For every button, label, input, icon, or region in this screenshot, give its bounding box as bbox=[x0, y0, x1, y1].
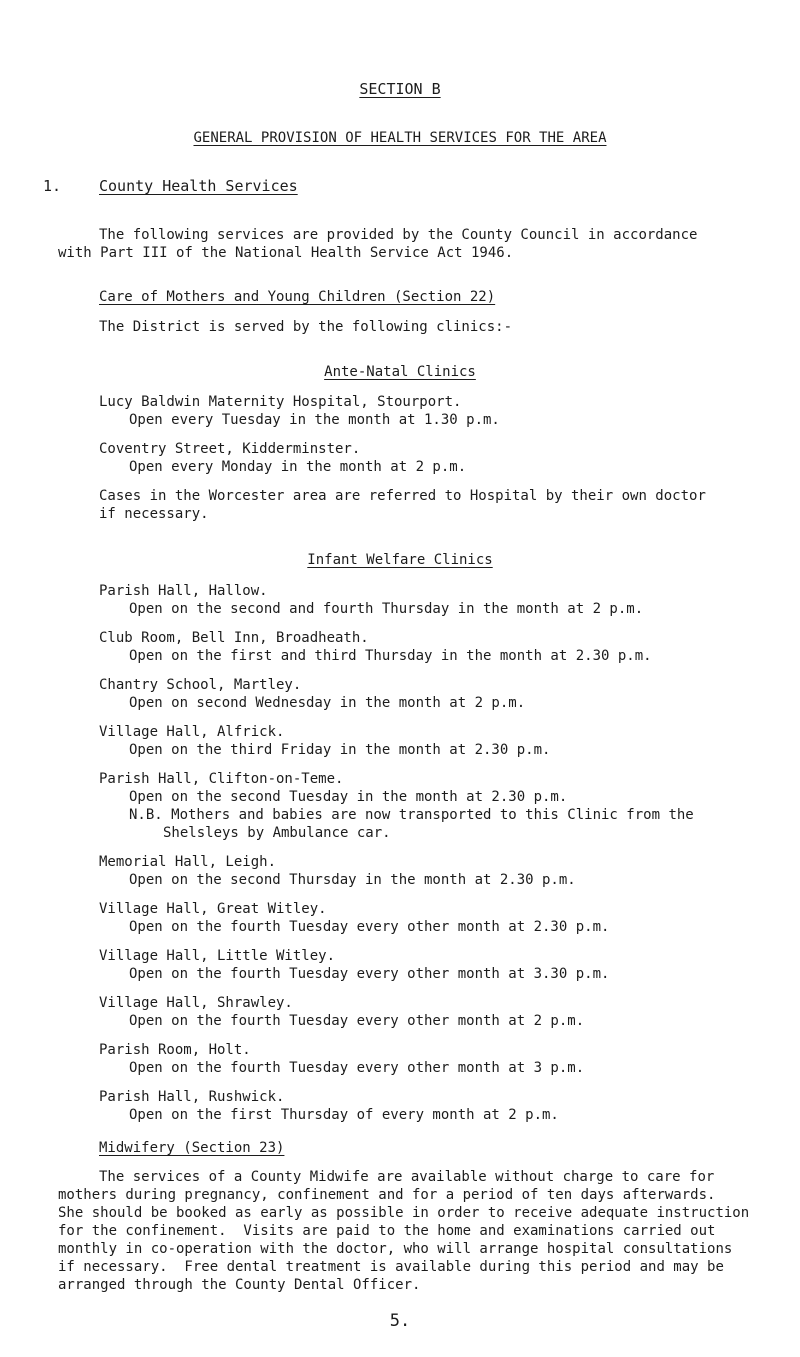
infant-place: Village Hall, Shrawley. bbox=[99, 995, 293, 1011]
item-heading: County Health Services bbox=[99, 177, 298, 195]
care-heading: Care of Mothers and Young Children (Section 22) bbox=[99, 289, 496, 305]
infant-place: Village Hall, Little Witley. bbox=[99, 948, 336, 964]
infant-heading: Infant Welfare Clinics bbox=[307, 552, 493, 568]
infant-times: Open on the second Thursday in the month at 2.30 p.m. bbox=[129, 872, 576, 888]
midwifery-line: monthly in co-operation with the doctor, who will arrange hospital consultations bbox=[58, 1241, 733, 1257]
antenatal-heading: Ante-Natal Clinics bbox=[324, 364, 476, 380]
worcester-note: if necessary. bbox=[99, 506, 209, 522]
infant-place: Parish Room, Holt. bbox=[99, 1042, 251, 1058]
antenatal-place: Lucy Baldwin Maternity Hospital, Stourport. bbox=[99, 394, 462, 410]
nb-note: N.B. Mothers and babies are now transported to this Clinic from the bbox=[129, 807, 694, 823]
midwifery-line: if necessary. Free dental treatment is available during this period and may be bbox=[58, 1259, 724, 1275]
infant-times: Open on the second and fourth Thursday in the month at 2 p.m. bbox=[129, 601, 644, 617]
infant-place: Parish Hall, Hallow. bbox=[99, 583, 268, 599]
worcester-note: Cases in the Worcester area are referred to Hospital by their own doctor bbox=[99, 488, 706, 504]
infant-place: Chantry School, Martley. bbox=[99, 677, 302, 693]
section-title: SECTION B bbox=[359, 80, 441, 98]
antenatal-place: Coventry Street, Kidderminster. bbox=[99, 441, 361, 457]
antenatal-times: Open every Monday in the month at 2 p.m. bbox=[129, 459, 467, 475]
midwifery-heading: Midwifery (Section 23) bbox=[99, 1140, 285, 1156]
intro-line-2: with Part III of the National Health Service Act 1946. bbox=[58, 245, 514, 261]
midwifery-line: She should be booked as early as possible in order to receive adequate instruction bbox=[58, 1205, 750, 1221]
infant-times: Open on the first Thursday of every month at 2 p.m. bbox=[129, 1107, 559, 1123]
infant-place: Village Hall, Alfrick. bbox=[99, 724, 285, 740]
intro-line-1: The following services are provided by the County Council in accordance bbox=[99, 227, 698, 243]
infant-place: Club Room, Bell Inn, Broadheath. bbox=[99, 630, 369, 646]
midwifery-line: arranged through the County Dental Officer. bbox=[58, 1277, 421, 1293]
midwifery-line: for the confinement. Visits are paid to the home and examinations carried out bbox=[58, 1223, 716, 1239]
infant-times: Open on the fourth Tuesday every other month at 3 p.m. bbox=[129, 1060, 585, 1076]
main-heading: GENERAL PROVISION OF HEALTH SERVICES FOR THE AREA bbox=[193, 130, 607, 146]
infant-times: Open on the first and third Thursday in the month at 2.30 p.m. bbox=[129, 648, 652, 664]
infant-times: Open on the third Friday in the month at 2.30 p.m. bbox=[129, 742, 551, 758]
infant-place: Parish Hall, Clifton-on-Teme. bbox=[99, 771, 344, 787]
infant-times: Open on second Wednesday in the month at 2 p.m. bbox=[129, 695, 526, 711]
infant-place: Memorial Hall, Leigh. bbox=[99, 854, 277, 870]
infant-place: Village Hall, Great Witley. bbox=[99, 901, 327, 917]
antenatal-times: Open every Tuesday in the month at 1.30 p.m. bbox=[129, 412, 500, 428]
served-line: The District is served by the following clinics:- bbox=[99, 319, 513, 335]
infant-place: Parish Hall, Rushwick. bbox=[99, 1089, 285, 1105]
item-number: 1. bbox=[43, 177, 62, 195]
page-number: 5. bbox=[389, 1311, 411, 1331]
infant-times: Open on the second Tuesday in the month at 2.30 p.m. bbox=[129, 789, 568, 805]
midwifery-line: The services of a County Midwife are available without charge to care for bbox=[99, 1169, 715, 1185]
nb-note: Shelsleys by Ambulance car. bbox=[163, 825, 391, 841]
infant-times: Open on the fourth Tuesday every other month at 2 p.m. bbox=[129, 1013, 585, 1029]
midwifery-line: mothers during pregnancy, confinement and for a period of ten days afterwards. bbox=[58, 1187, 716, 1203]
infant-times: Open on the fourth Tuesday every other month at 2.30 p.m. bbox=[129, 919, 610, 935]
infant-times: Open on the fourth Tuesday every other month at 3.30 p.m. bbox=[129, 966, 610, 982]
